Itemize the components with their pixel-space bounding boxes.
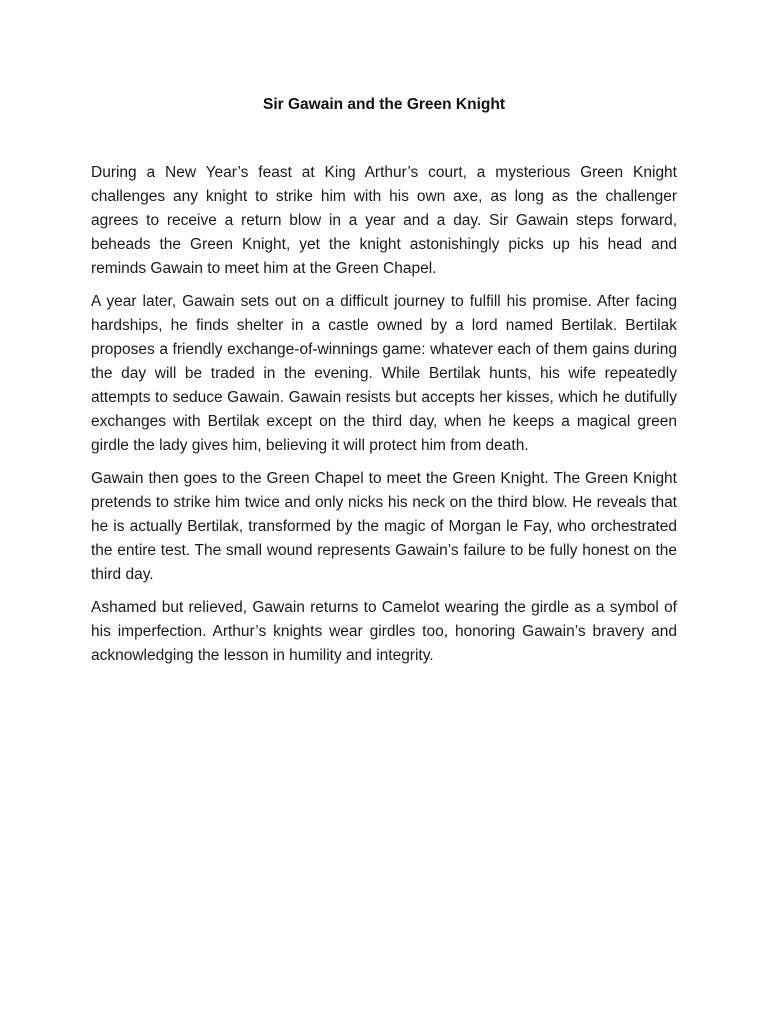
document-body: [91, 161, 677, 677]
document-title: Sir Gawain and the Green Knight: [262, 96, 505, 113]
paragraph-4: Ashamed but relieved, Gawain returns to Camelot wearing the girdle as a symbol of his imperfection. Arthur’s knights wear girdles too, honoring Gawain’s bravery and acknowledging the lesson in humility and integrity.: [91, 599, 677, 664]
paragraph-2: A year later, Gawain sets out on a difficult journey to fulfill his promise. After facing hardships, he finds shelter in a castle owned by a lord named Bertilak. Bertilak proposes a friendly exchange-of-winnings game: whatever each of them gains during the day will be traded in the evening. While Bertilak hunts, his wife repeatedly attempts to seduce Gawain. Gawain resists but accepts her kisses, which he dutifully exchanges with Bertilak except on the third day, when he keeps a magical green girdle the lady gives him, believing it will protect him from death.: [91, 293, 677, 454]
paragraph-1: During a New Year’s feast at King Arthur’s court, a mysterious Green Knight challenges any knight to strike him with his own axe, as long as the challenger agrees to receive a return blow in a year and a day. Sir Gawain steps forward, beheads the Green Knight, yet the knight astonishingly picks up his head and reminds Gawain to meet him at the Green Chapel.: [91, 164, 677, 277]
paragraph-3: Gawain then goes to the Green Chapel to meet the Green Knight. The Green Knight pretends to strike him twice and only nicks his neck on the third blow. He reveals that he is actually Bertilak, transformed by the magic of Morgan le Fay, who orchestrated the entire test. The small wound represents Gawain’s failure to be fully honest on the third day.: [91, 470, 677, 583]
